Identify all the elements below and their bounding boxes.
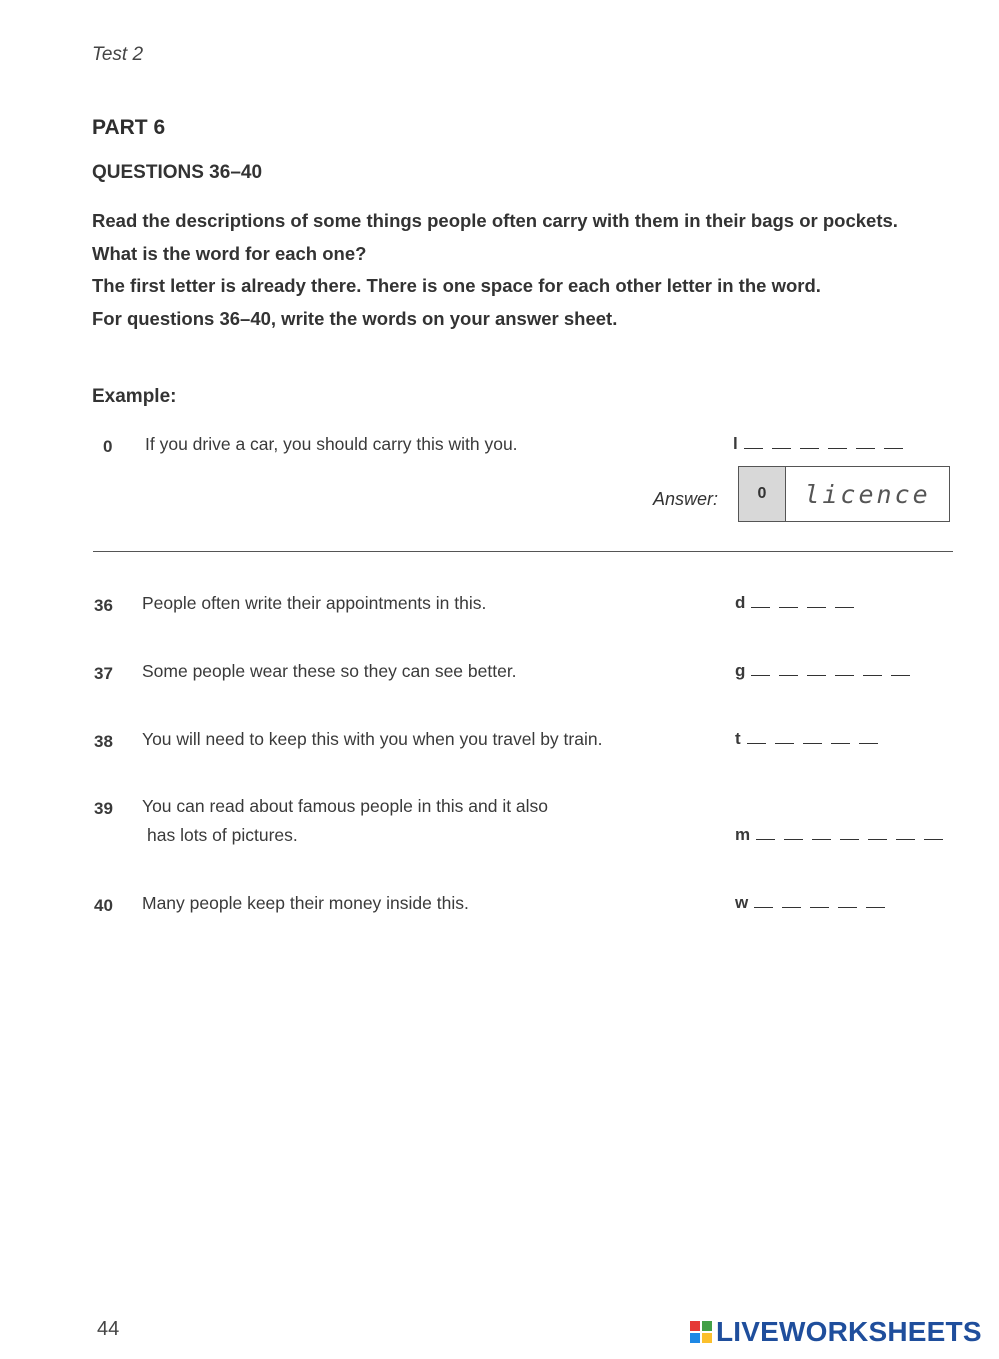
letter-blank[interactable]	[775, 742, 794, 744]
answer-box-number: 0	[739, 467, 786, 521]
letter-blanks[interactable]	[747, 729, 887, 749]
answer-word-blanks[interactable]	[735, 729, 887, 749]
letter-blank[interactable]	[803, 742, 822, 744]
letter-blank	[884, 447, 903, 449]
answer-word-blanks[interactable]	[735, 661, 919, 681]
letter-blank[interactable]	[840, 838, 859, 840]
example-label: Example:	[92, 386, 177, 407]
question-text	[142, 889, 469, 918]
letter-blank[interactable]	[747, 742, 766, 744]
first-letter: t	[735, 729, 741, 748]
letter-blank[interactable]	[868, 838, 887, 840]
letter-blank[interactable]	[812, 838, 831, 840]
letter-blanks[interactable]	[756, 825, 952, 845]
letter-blank[interactable]	[866, 906, 885, 908]
brand-text: LIVEWORKSHEETS	[716, 1316, 982, 1347]
letter-blank[interactable]	[751, 606, 770, 608]
question-line: has lots of pictures.	[147, 825, 298, 845]
letter-blank[interactable]	[891, 674, 910, 676]
question-text	[142, 589, 486, 618]
letter-blank[interactable]	[807, 674, 826, 676]
letter-blanks	[744, 434, 912, 454]
question-text	[142, 792, 548, 850]
example-word-blanks	[733, 434, 912, 454]
answer-word-blanks[interactable]	[735, 825, 952, 845]
question-line: People often write their appointments in this.	[142, 593, 487, 613]
letter-blank[interactable]	[779, 674, 798, 676]
logo-square-red	[690, 1321, 700, 1331]
question-number: 40	[94, 896, 113, 915]
letter-blank[interactable]	[838, 906, 857, 908]
first-letter: w	[735, 893, 749, 912]
letter-blank[interactable]	[756, 838, 775, 840]
liveworksheets-logo-icon	[690, 1321, 712, 1343]
letter-blank[interactable]	[924, 838, 943, 840]
page-number: 44	[97, 1318, 120, 1340]
letter-blank[interactable]	[779, 606, 798, 608]
first-letter: g	[735, 661, 746, 680]
questions-range-title: QUESTIONS 36–40	[92, 162, 263, 183]
logo-square-blue	[690, 1333, 700, 1343]
letter-blank[interactable]	[831, 742, 850, 744]
letter-blank	[744, 447, 763, 449]
question-number: 36	[94, 596, 113, 615]
instruction-line: For questions 36–40, write the words on your answer sheet.	[92, 307, 618, 329]
letter-blank	[828, 447, 847, 449]
instruction-line: The first letter is already there. There is one space for each other letter in the word.	[92, 275, 821, 296]
first-letter: d	[735, 593, 746, 612]
example-number: 0	[103, 437, 113, 456]
letter-blank[interactable]	[784, 838, 803, 840]
example-text: If you drive a car, you should carry this with you.	[145, 434, 518, 454]
question-line: Many people keep their money inside this.	[142, 893, 469, 913]
logo-square-green	[702, 1321, 712, 1331]
letter-blank[interactable]	[835, 674, 854, 676]
letter-blanks[interactable]	[751, 661, 919, 681]
question-line: Some people wear these so they can see better.	[142, 661, 517, 681]
running-head: Test 2	[92, 44, 144, 65]
letter-blank[interactable]	[807, 606, 826, 608]
question-number: 37	[94, 664, 113, 683]
first-letter: m	[735, 825, 751, 844]
answer-word-blanks[interactable]	[735, 593, 863, 613]
question-text	[142, 725, 602, 754]
answer-word-blanks[interactable]	[735, 893, 894, 913]
letter-blank[interactable]	[859, 742, 878, 744]
question-number: 39	[94, 799, 113, 818]
instructions	[92, 205, 932, 335]
instruction-line: What is the word for each one?	[92, 242, 367, 264]
example-answer-box	[738, 466, 950, 522]
letter-blank	[800, 447, 819, 449]
question-line: You can read about famous people in this and it also	[142, 796, 549, 816]
logo-square-yellow	[702, 1333, 712, 1343]
question-text	[142, 657, 517, 686]
question-number: 38	[94, 732, 113, 751]
letter-blank[interactable]	[810, 906, 829, 908]
letter-blank	[772, 447, 791, 449]
letter-blank[interactable]	[835, 606, 854, 608]
section-divider	[93, 551, 953, 552]
letter-blanks[interactable]	[751, 593, 863, 613]
answer-label: Answer:	[653, 489, 719, 509]
letter-blank[interactable]	[754, 906, 773, 908]
letter-blank	[856, 447, 875, 449]
instruction-line: Read the descriptions of some things people often carry with them in their bags or pockets.	[92, 210, 898, 231]
letter-blank[interactable]	[782, 906, 801, 908]
letter-blank[interactable]	[863, 674, 882, 676]
example-first-letter: l	[733, 434, 738, 453]
question-line: You will need to keep this with you when you travel by train.	[142, 729, 603, 749]
liveworksheets-brand[interactable]	[690, 1316, 982, 1348]
letter-blank[interactable]	[896, 838, 915, 840]
answer-box-word: licence	[804, 479, 931, 509]
letter-blank[interactable]	[751, 674, 770, 676]
letter-blanks[interactable]	[754, 893, 894, 913]
part-title: PART 6	[92, 116, 166, 139]
